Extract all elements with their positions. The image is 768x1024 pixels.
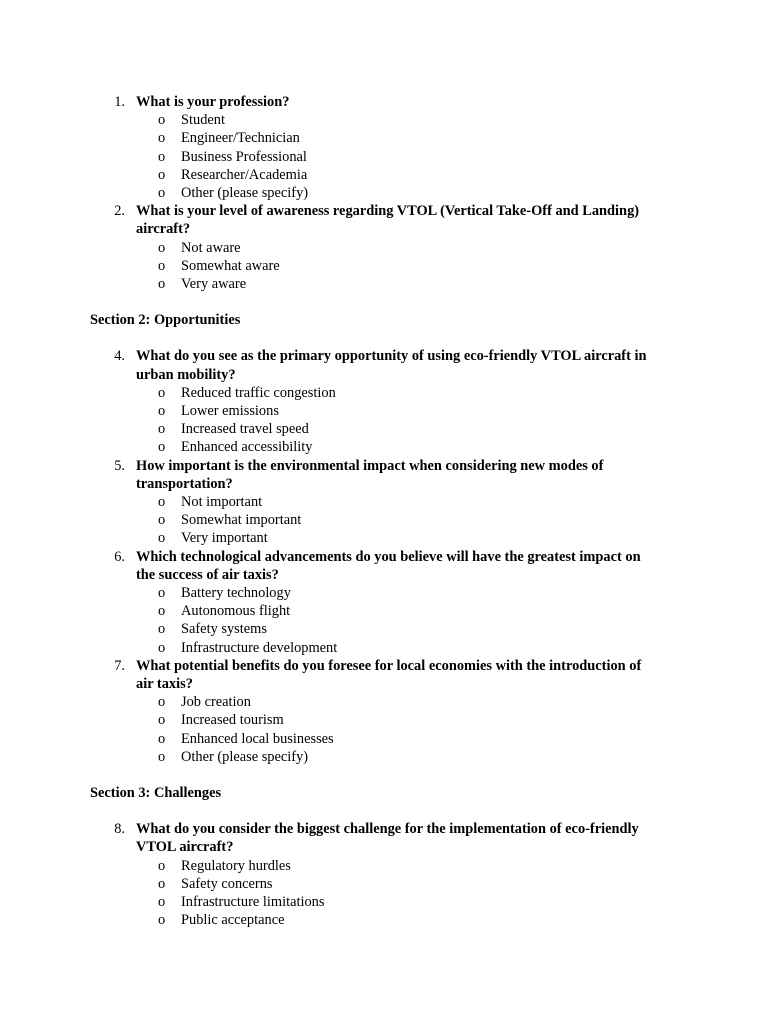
question-number: 4. bbox=[114, 348, 125, 365]
bullet-marker: o bbox=[158, 130, 166, 147]
bullet-marker: o bbox=[158, 603, 166, 620]
bullet-marker: o bbox=[158, 875, 166, 892]
answer-option: Business Professional bbox=[181, 148, 307, 165]
question-text: aircraft? bbox=[136, 221, 191, 238]
bullet-marker: o bbox=[158, 512, 166, 529]
answer-option: Battery technology bbox=[181, 585, 291, 601]
answer-option: Somewhat aware bbox=[181, 257, 280, 274]
question-number: 8. bbox=[114, 821, 125, 838]
question-text: What is your profession? bbox=[136, 94, 290, 110]
answer-option: Safety concerns bbox=[181, 875, 273, 892]
bullet-marker: o bbox=[158, 894, 166, 910]
bullet-marker: o bbox=[158, 494, 166, 510]
question-number: 6. bbox=[114, 548, 125, 565]
answer-option: Very aware bbox=[181, 276, 247, 292]
bullet-marker: o bbox=[158, 530, 166, 547]
answer-option: Infrastructure development bbox=[181, 639, 338, 656]
answer-option: Autonomous flight bbox=[181, 603, 291, 620]
bullet-marker: o bbox=[158, 857, 166, 874]
bullet-marker: o bbox=[158, 384, 166, 401]
answer-option: Engineer/Technician bbox=[181, 130, 300, 147]
answer-option: Researcher/Academia bbox=[181, 166, 308, 183]
question-text: the success of air taxis? bbox=[136, 566, 279, 583]
section-heading: Section 2: Opportunities bbox=[90, 312, 241, 329]
question-text: What do you see as the primary opportunity of using eco-friendly VTOL aircraft in bbox=[136, 348, 647, 365]
answer-option: Public acceptance bbox=[181, 912, 285, 929]
question-number: 1. bbox=[114, 94, 125, 110]
answer-option: Job creation bbox=[181, 694, 251, 711]
answer-option: Not aware bbox=[181, 239, 241, 256]
bullet-marker: o bbox=[158, 730, 166, 747]
bullet-marker: o bbox=[158, 585, 166, 601]
bullet-marker: o bbox=[158, 276, 166, 292]
bullet-marker: o bbox=[158, 421, 166, 438]
answer-option: Other (please specify) bbox=[181, 185, 309, 201]
question-text: urban mobility? bbox=[136, 366, 236, 383]
question-number: 7. bbox=[114, 657, 125, 674]
bullet-marker: o bbox=[158, 239, 166, 256]
bullet-marker: o bbox=[158, 148, 166, 165]
bullet-marker: o bbox=[158, 712, 166, 729]
bullet-marker: o bbox=[158, 257, 166, 274]
answer-option: Safety systems bbox=[181, 621, 267, 638]
answer-option: Increased tourism bbox=[181, 712, 284, 729]
bullet-marker: o bbox=[158, 403, 166, 419]
bullet-marker: o bbox=[158, 112, 166, 129]
answer-option: Very important bbox=[181, 530, 268, 547]
question-number: 5. bbox=[114, 457, 125, 474]
bullet-marker: o bbox=[158, 621, 166, 638]
bullet-marker: o bbox=[158, 694, 166, 711]
question-text: transportation? bbox=[136, 475, 233, 492]
question-text: VTOL aircraft? bbox=[136, 839, 234, 856]
answer-option: Student bbox=[181, 112, 225, 129]
bullet-marker: o bbox=[158, 748, 166, 765]
bullet-marker: o bbox=[158, 439, 166, 456]
answer-option: Enhanced accessibility bbox=[181, 439, 313, 456]
answer-option: Regulatory hurdles bbox=[181, 857, 291, 874]
question-number: 2. bbox=[114, 203, 125, 220]
answer-option: Not important bbox=[181, 494, 263, 510]
answer-option: Increased travel speed bbox=[181, 421, 309, 438]
bullet-marker: o bbox=[158, 639, 166, 656]
question-text: What potential benefits do you foresee for local economies with the introduction of bbox=[136, 657, 642, 674]
answer-option: Enhanced local businesses bbox=[181, 730, 334, 747]
answer-option: Infrastructure limitations bbox=[181, 894, 325, 910]
question-text: What do you consider the biggest challenge for the implementation of eco-friendly bbox=[136, 821, 639, 838]
bullet-marker: o bbox=[158, 912, 166, 929]
answer-option: Other (please specify) bbox=[181, 748, 309, 765]
question-text: What is your level of awareness regarding VTOL (Vertical Take-Off and Landing) bbox=[136, 203, 640, 220]
bullet-marker: o bbox=[158, 185, 166, 201]
section-heading: Section 3: Challenges bbox=[90, 785, 222, 801]
bullet-marker: o bbox=[158, 166, 166, 183]
question-text: How important is the environmental impact when considering new modes of bbox=[136, 457, 604, 474]
answer-option: Lower emissions bbox=[181, 403, 279, 419]
answer-option: Reduced traffic congestion bbox=[181, 384, 336, 401]
question-text: Which technological advancements do you believe will have the greatest impact on bbox=[136, 548, 641, 565]
question-text: air taxis? bbox=[136, 676, 193, 692]
answer-option: Somewhat important bbox=[181, 512, 302, 529]
